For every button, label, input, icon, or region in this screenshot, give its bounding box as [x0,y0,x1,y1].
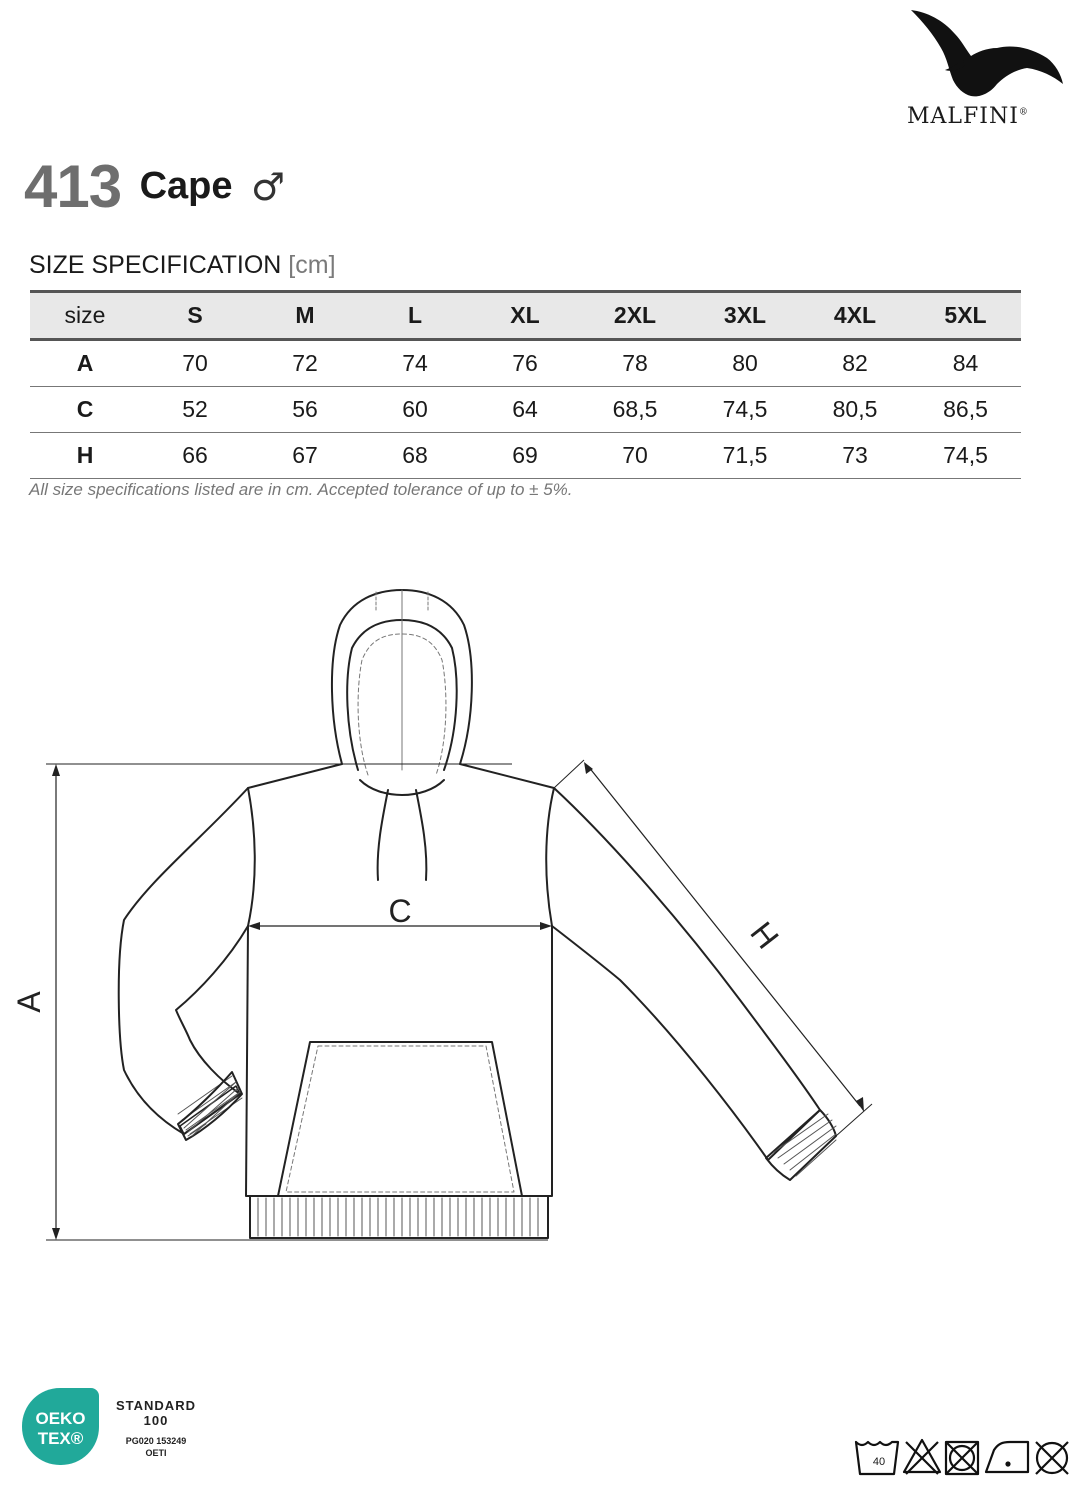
unit-label: [cm] [288,251,336,279]
table-row [30,387,1021,433]
table-cell: 72 [250,340,360,387]
hoodie-diagram [0,540,1080,1280]
oeko-tex-badge: OEKO TEX® [22,1388,99,1465]
brand-logo [895,4,1075,134]
table-cell: 69 [470,433,580,479]
kangaroo-pocket [278,1042,522,1196]
left-cuff [178,1072,242,1140]
table-cell: 60 [360,387,470,433]
certificate-number: PG020 153249 [125,1436,187,1446]
size-table [30,290,1021,479]
product-code: 413 [24,153,122,220]
brand-name: MALFINI® [907,104,1029,129]
row-label: A [30,340,140,387]
column-header: 5XL [910,292,1021,340]
eagle-icon [905,4,1065,100]
table-cell: 56 [250,387,360,433]
table-row [30,340,1021,387]
measure-c-label: C [388,893,412,929]
column-header: M [250,292,360,340]
size-spec-heading: SIZE SPECIFICATION [cm] [29,251,336,279]
table-row [30,433,1021,479]
table-cell: 76 [470,340,580,387]
column-header: XL [470,292,580,340]
right-sleeve [552,788,820,1160]
table-cell: 86,5 [910,387,1021,433]
table-cell: 70 [580,433,690,479]
do-not-tumble-dry-icon [946,1442,978,1474]
table-cell: 73 [800,433,910,479]
do-not-dry-clean-icon [1036,1442,1068,1474]
measure-h-label: H [743,915,786,956]
table-cell: 82 [800,340,910,387]
do-not-bleach-icon [904,1440,940,1474]
column-header: 4XL [800,292,910,340]
measure-h-line [588,766,860,1106]
table-cell: 68,5 [580,387,690,433]
institute-name: OETI [145,1448,167,1458]
row-label: C [30,387,140,433]
left-sleeve [119,788,248,1134]
column-header: S [140,292,250,340]
oeko-tex-certification [22,1388,202,1468]
drawstring-left [378,790,388,880]
table-cell: 70 [140,340,250,387]
table-cell: 67 [250,433,360,479]
table-cell: 84 [910,340,1021,387]
drawstring-right [416,790,426,880]
iron-low-icon [986,1442,1028,1472]
wash-temperature: 40 [872,1456,886,1468]
column-header: size [30,292,140,340]
care-symbols [852,1434,1074,1478]
table-cell: 74 [360,340,470,387]
product-title [24,152,285,222]
male-symbol-icon: ♂ [250,164,286,209]
table-cell: 74,5 [690,387,800,433]
table-cell: 74,5 [910,433,1021,479]
table-cell: 71,5 [690,433,800,479]
table-cell: 80,5 [800,387,910,433]
bottom-rib [250,1196,548,1238]
table-cell: 80 [690,340,800,387]
measure-a-label: A [11,991,47,1013]
table-header-row [30,292,1021,340]
oeko-tex-text: STANDARD 100 PG020 153249 OETI [110,1398,202,1458]
table-cell: 78 [580,340,690,387]
tolerance-note: All size specifications listed are in cm. Accepted tolerance of up to ± 5%. [29,480,573,499]
right-cuff [766,1110,836,1180]
row-label: H [30,433,140,479]
column-header: L [360,292,470,340]
column-header: 2XL [580,292,690,340]
product-name: Cape [139,165,233,207]
column-header: 3XL [690,292,800,340]
table-cell: 52 [140,387,250,433]
table-cell: 68 [360,433,470,479]
table-cell: 64 [470,387,580,433]
table-cell: 66 [140,433,250,479]
